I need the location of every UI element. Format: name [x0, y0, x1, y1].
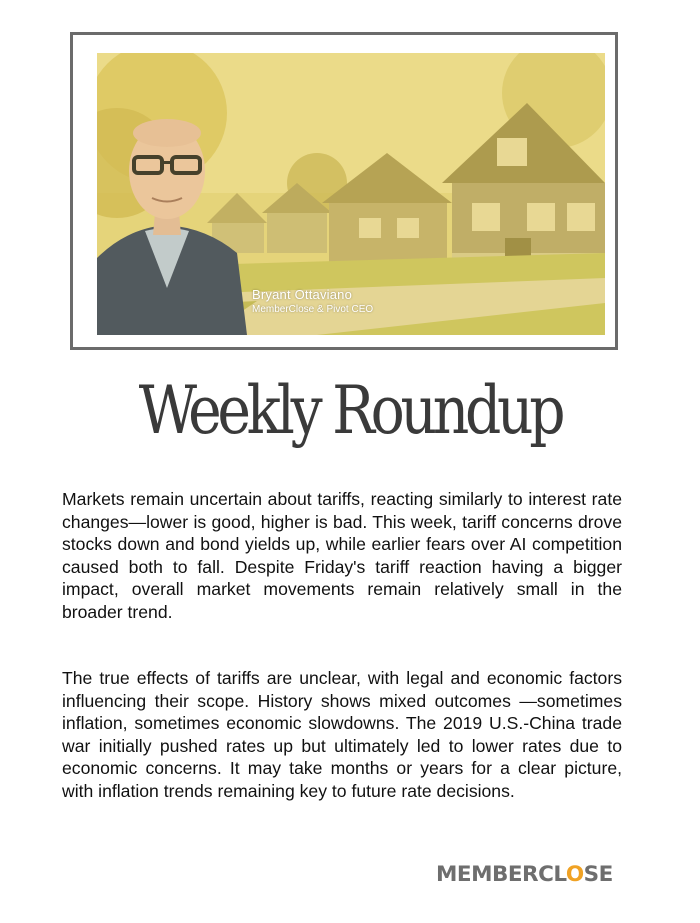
logo-text-se: SE [583, 862, 613, 887]
logo-text-cl: CL [538, 862, 566, 887]
photo-caption [252, 287, 373, 316]
hero-photo [97, 53, 605, 335]
caption-name: Bryant Ottaviano [252, 287, 353, 302]
logo-text-member: MEMBER [436, 862, 539, 887]
paragraph-2: The true effects of tariffs are unclear, with legal and economic factors influencing their scope. History shows mixed outcomes —sometimes inflation, sometimes economic slowdowns. The 2019 U.S.-China trade war initially pushed rates up but ultimately led to lower rates due to economic concerns. It may take months or years for a clear picture, with inflation trends remaining key to future rate decisions. [62, 668, 622, 801]
page-title: Weekly Roundup [138, 372, 562, 449]
paragraph-1: Markets remain uncertain about tariffs, reacting similarly to interest rate changes—lower is good, higher is bad. This week, tariff concerns drove stocks down and bond yields up, while earlier fears over AI competition caused both to fall. Despite Friday's tariff reaction having a bigger impact, overall market movements remain relatively small in the broader trend. [62, 489, 622, 622]
logo-text-accent-o: O [565, 862, 584, 887]
hero-frame [70, 32, 618, 350]
memberclose-logo [436, 860, 613, 890]
caption-role: MemberClose & Pivot CEO [252, 304, 374, 315]
